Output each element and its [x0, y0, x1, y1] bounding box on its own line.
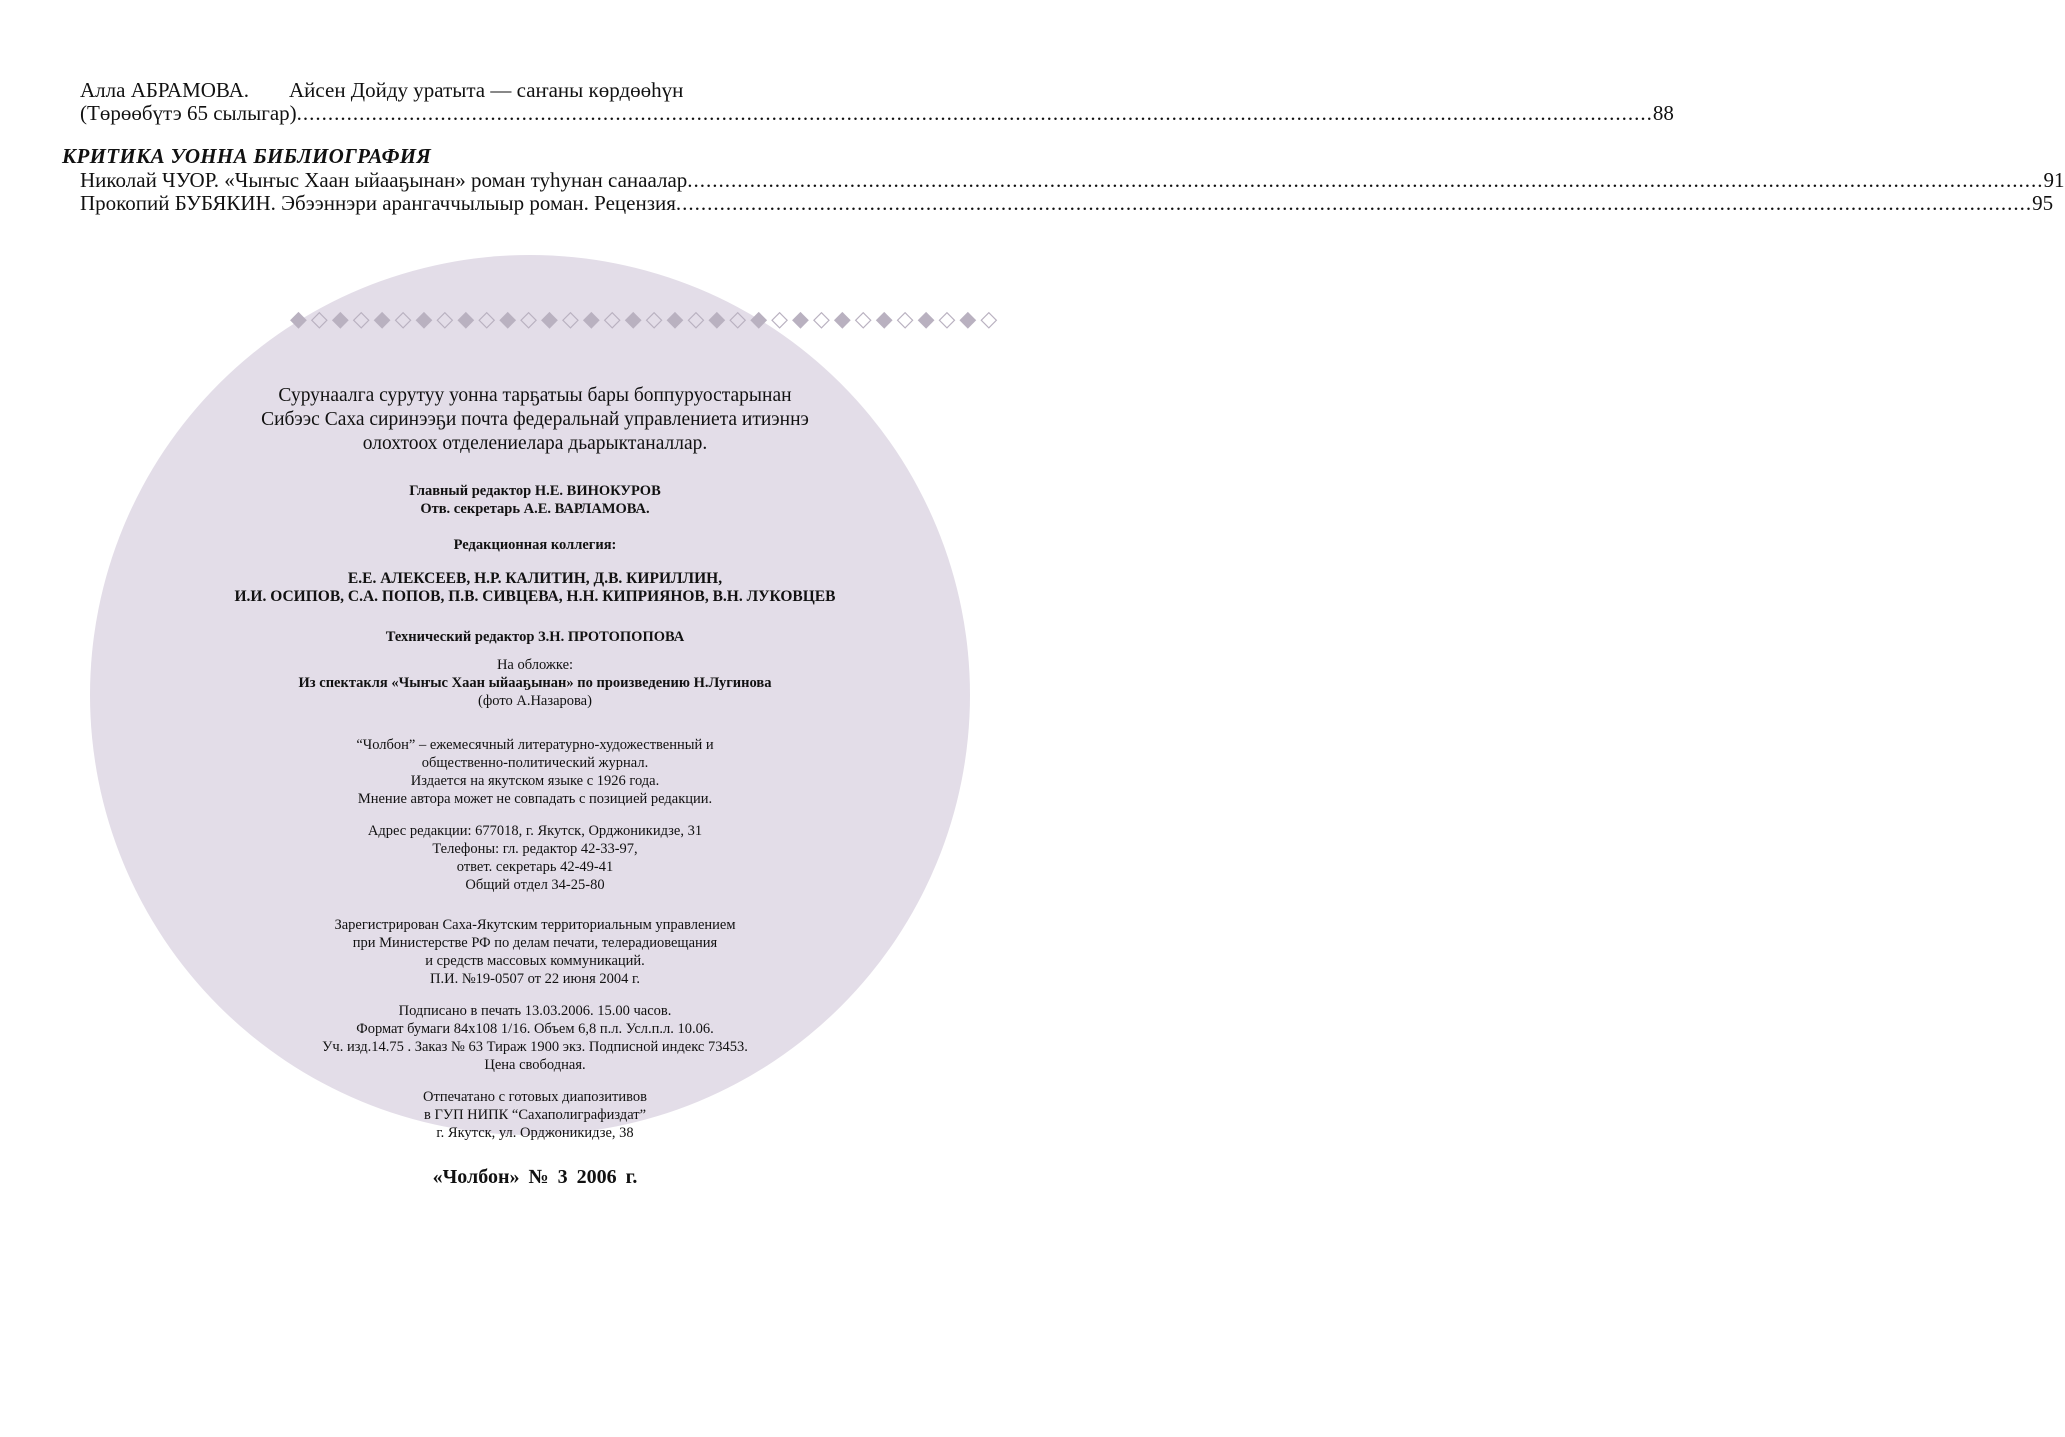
toc-entry-bubyakin[interactable] [80, 191, 2054, 215]
toc-page-number: 95 [2032, 191, 2054, 215]
toc-entry-chuor[interactable] [80, 168, 2065, 192]
toc-entry-abramova-title [80, 78, 683, 102]
toc-title: Айсен Дойду уратыта — саҥаны көрдөөһүн [289, 78, 684, 102]
contact-line: Телефоны: гл. редактор 42-33-97, [432, 841, 638, 857]
print-info-line: Уч. изд.14.75 . Заказ № 63 Тираж 1900 экз. Подписной индекс 73453. [322, 1039, 748, 1055]
cover-label: На обложке: [496, 657, 574, 673]
issue-title: «Чолбон» № 3 2006 г. [432, 1166, 638, 1188]
cover-photo-credit: (фото А.Назарова) [478, 693, 592, 709]
toc-author: Алла АБРАМОВА. [80, 78, 250, 102]
print-info-line: Подписано в печать 13.03.2006. 15.00 часов. [398, 1003, 672, 1019]
subscription-line: Сибээс Саха сиринээҕи почта федеральнай управлениета итиэннэ [261, 409, 809, 430]
about-line: “Чолбон” – ежемесячный литературно-художественный и [356, 737, 714, 753]
registration-line: при Министерстве РФ по делам печати, телерадиовещания [352, 935, 718, 951]
toc-page-number: 88 [1652, 101, 1674, 125]
subscription-line: олохтоох отделениелара дьарыктаналлар. [362, 433, 708, 454]
toc-leader-dots: ......................................................................................................................................................................................................................... [687, 168, 2044, 192]
editorial-board-line: Е.Е. АЛЕКСЕЕВ, Н.Р. КАЛИТИН, Д.В. КИРИЛЛИН, [347, 570, 723, 587]
toc-leader-dots: ......................................................................................................................................................................................................................... [296, 101, 1653, 125]
imprint-block [180, 384, 890, 1190]
printer-line: Отпечатано с готовых диапозитивов [423, 1089, 647, 1105]
about-line: Мнение автора может не совпадать с позицией редакции. [357, 791, 713, 807]
toc-entry-text: Прокопий БУБЯКИН. Эбээннэри арангаччылыыр роман. Рецензия [80, 191, 676, 215]
subscription-line: Сурунаалга сурутуу уонна тарҕатыы бары боппуруостарынан [278, 385, 792, 406]
editorial-board-line: И.И. ОСИПОВ, С.А. ПОПОВ, П.В. СИВЦЕВА, Н.Н. КИПРИЯНОВ, В.Н. ЛУКОВЦЕВ [234, 588, 836, 605]
executive-secretary: Отв. секретарь А.Е. ВАРЛАМОВА. [420, 501, 650, 517]
toc-entry-abramova[interactable] [80, 101, 1674, 125]
editorial-board-label: Редакционная коллегия: [453, 537, 617, 553]
contact-line: Общий отдел 34-25-80 [465, 877, 605, 893]
chief-editor: Главный редактор Н.Е. ВИНОКУРОВ [409, 483, 661, 499]
toc-entry-text: Николай ЧУОР. «Чыҥыс Хаан ыйааҕынан» роман туһунан санаалар [80, 168, 688, 192]
printer-line: г. Якутск, ул. Орджоникидзе, 38 [436, 1125, 634, 1141]
contact-line: Адрес редакции: 677018, г. Якутск, Орджоникидзе, 31 [367, 823, 703, 839]
contact-line: ответ. секретарь 42-49-41 [456, 859, 614, 875]
toc-page-number: 91 [2043, 168, 2065, 192]
section-heading: КРИТИКА УОННА БИБЛИОГРАФИЯ [62, 144, 432, 168]
toc-subtitle: (Төрөөбүтэ 65 сылыгар) [80, 101, 297, 125]
about-line: Издается на якутском языке с 1926 года. [410, 773, 660, 789]
about-line: общественно-политический журнал. [421, 755, 649, 771]
toc-leader-dots: ......................................................................................................................................................................................................................... [675, 191, 2033, 215]
decorative-ornament-row: ◆◇◆◇◆◇◆◇◆◇◆◇◆◇◆◇◆◇◆◇◆◇◆◇◆◇◆◇◆◇◆◇◆◇ [290, 306, 1002, 331]
registration-line: и средств массовых коммуникаций. [425, 953, 645, 969]
print-info-line: Цена свободная. [484, 1057, 586, 1073]
registration-line: Зарегистрирован Саха-Якутским территориальным управлением [334, 917, 736, 933]
cover-title: Из спектакля «Чыҥыс Хаан ыйааҕынан» по произведению Н.Лугинова [298, 675, 772, 691]
technical-editor: Технический редактор З.Н. ПРОТОПОПОВА [385, 629, 685, 645]
print-info-line: Формат бумаги 84х108 1/16. Объем 6,8 п.л. Усл.п.л. 10.06. [356, 1021, 714, 1037]
registration-line: П.И. №19-0507 от 22 июня 2004 г. [430, 971, 640, 987]
printer-line: в ГУП НИПК “Сахаполиграфиздат” [423, 1107, 647, 1123]
